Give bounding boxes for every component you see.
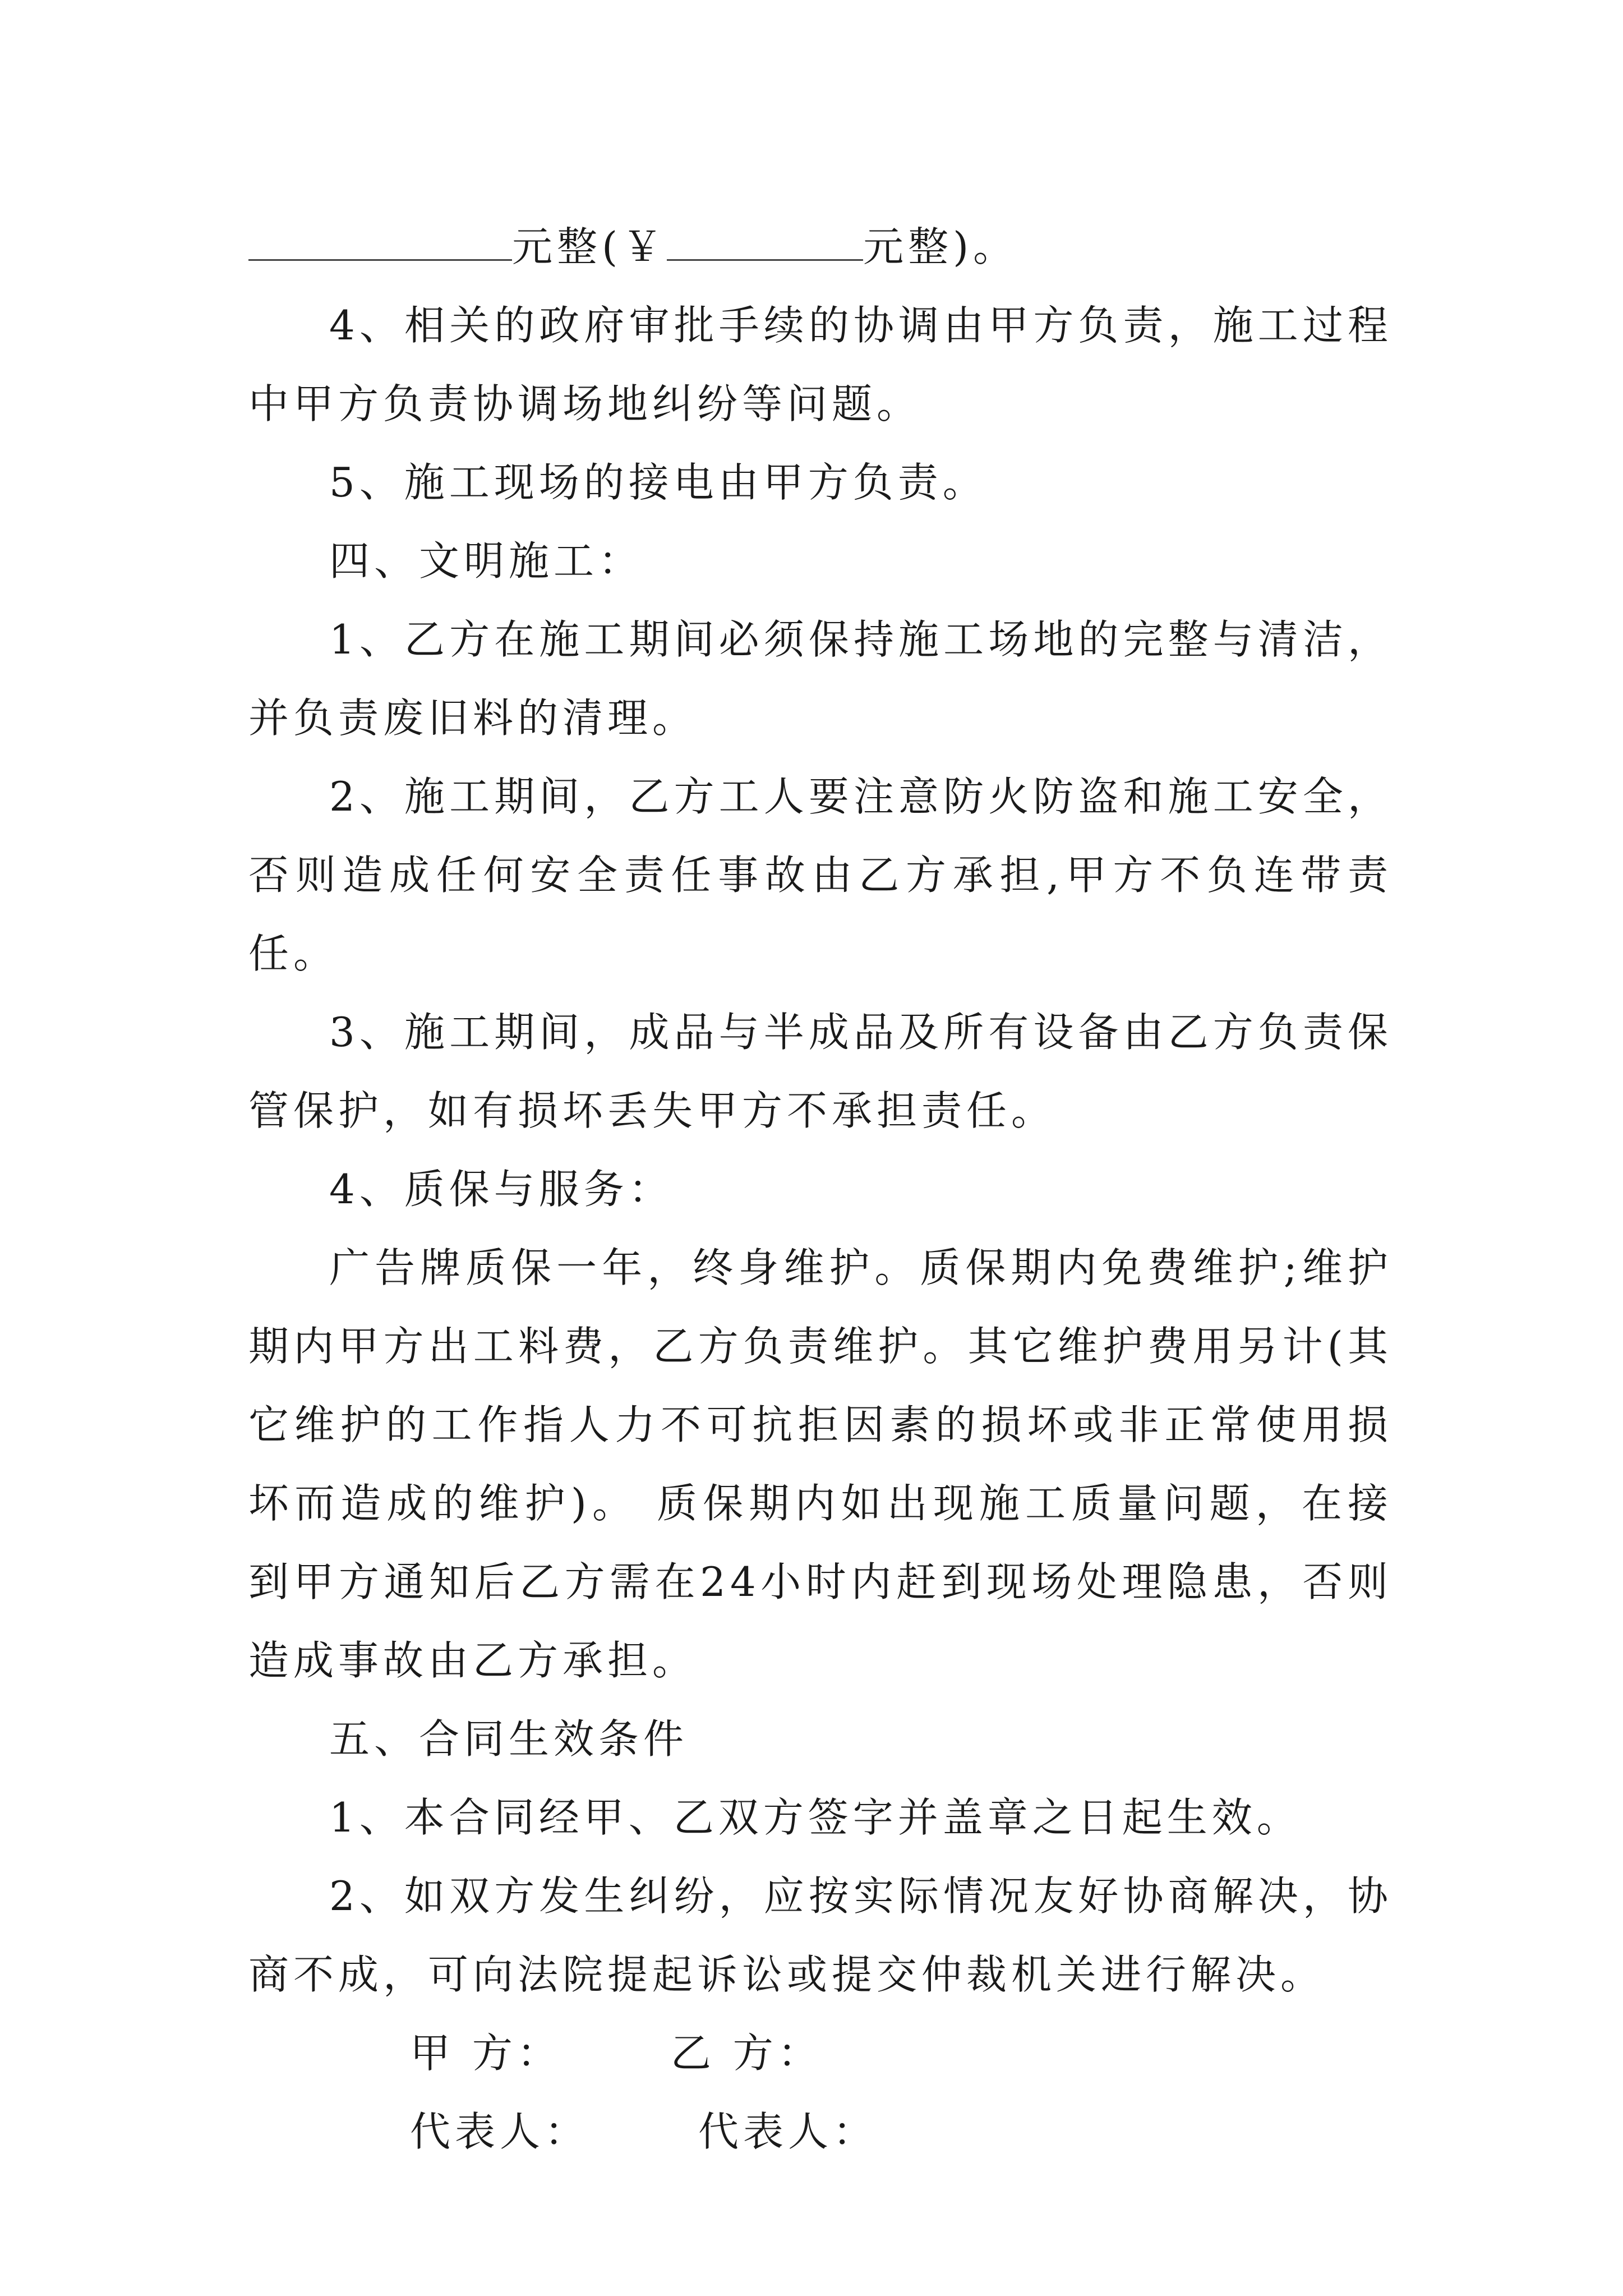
paragraph-site-clean: 1、乙方在施工期间必须保持施工场地的完整与清洁，并负责废旧料的清理。: [248, 616, 1393, 742]
party-a-label: 甲 方：: [410, 2030, 562, 2077]
section-heading-effective-conditions: 五、合同生效条件: [329, 1715, 689, 1763]
amount-blank-words: [248, 214, 512, 261]
section-heading-civilized-construction: 四、文明施工：: [329, 537, 644, 585]
paragraph-safety: 2、施工期间，乙方工人要注意防火防盗和施工安全，否则造成任何安全责任事故由乙方承担,甲方不负连带责任。: [248, 773, 1393, 977]
paragraph-gov-approval: 4、相关的政府审批手续的协调由甲方负责，施工过程中甲方负责协调场地纠纷等问题。: [248, 302, 1393, 427]
subheading-warranty-service: 4、质保与服务：: [329, 1166, 674, 1213]
paragraph-custody: 3、施工期间，成品与半成品及所有设备由乙方负责保管保护，如有损坏丢失甲方不承担责任。: [248, 1009, 1393, 1134]
amount-blank-number: [667, 214, 863, 261]
contract-body: [248, 208, 1393, 2171]
paragraph-warranty: 广告牌质保一年，终身维护。质保期内免费维护;维护期内甲方出工料费，乙方负责维护。其它维护费用另计(其它维护的工作指人力不可抗拒因素的损坏或非正常使用损坏而造成的维护)。 质保期内如出现施工质量问题，在接到甲方通知后乙方需在24小时内赶到现场处理隐患，否则造成事故由乙方承担。: [248, 1244, 1393, 1684]
amount-line: [248, 208, 1393, 286]
signature-representatives: [248, 2092, 1393, 2171]
paragraph-dispute: 2、如双方发生纠纷，应按实际情况友好协商解决，协商不成，可向法院提起诉讼或提交仲裁机关进行解决。: [248, 1872, 1393, 1998]
paragraph-effective: 1、本合同经甲、乙双方签字并盖章之日起生效。: [329, 1794, 1302, 1841]
amount-label-2: 元整)。: [863, 223, 1018, 270]
rep-a-label: 代表人：: [410, 2108, 590, 2155]
amount-label-1: 元整(￥: [512, 223, 667, 270]
rep-b-label: 代表人：: [698, 2108, 878, 2155]
party-b-label: 乙 方：: [670, 2030, 823, 2077]
paragraph-power-supply: 5、施工现场的接电由甲方负责。: [329, 459, 988, 506]
signature-parties: [248, 2014, 1393, 2092]
